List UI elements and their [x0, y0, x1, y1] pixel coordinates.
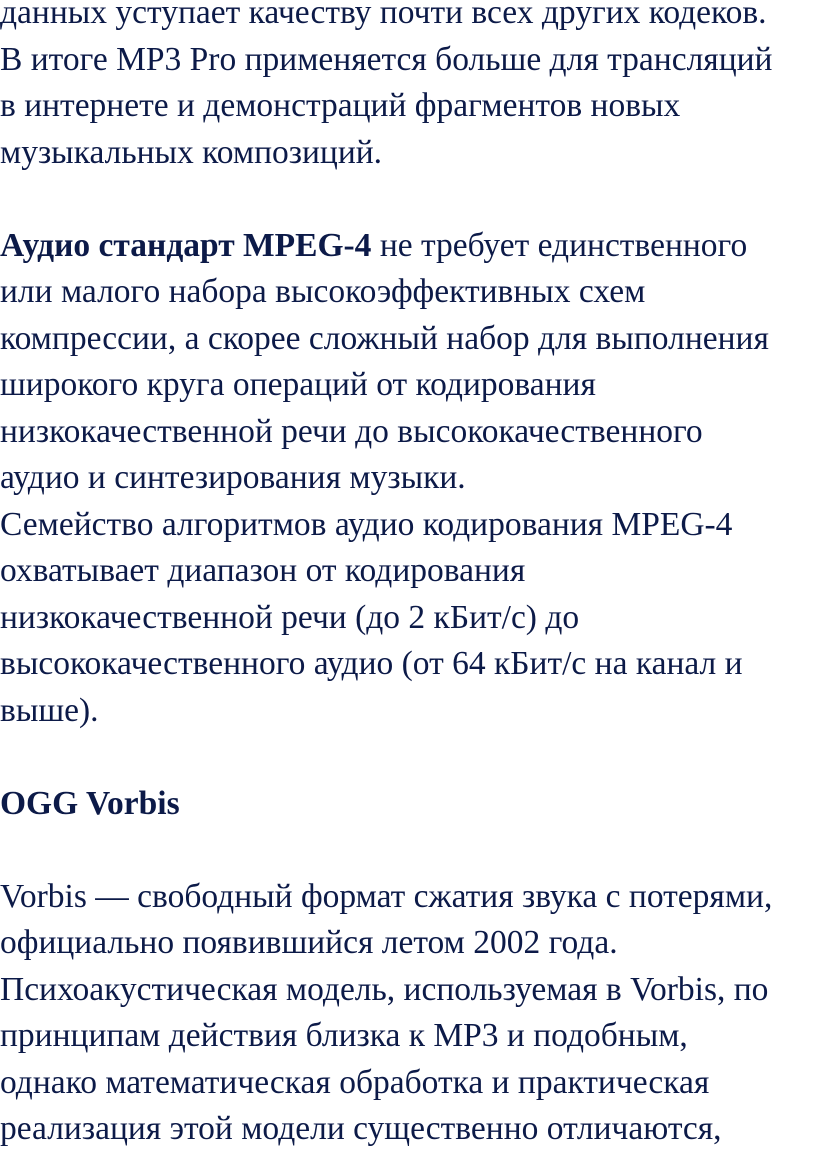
paragraph-gap — [0, 734, 816, 781]
text-line: в интернете и демонстраций фрагментов новых — [0, 87, 681, 124]
text-line: реализация этой модели существенно отличаются, — [0, 1110, 722, 1147]
text-line: выше). — [0, 691, 99, 729]
text-line — [0, 223, 816, 270]
text-line: низкокачественной речи (до 2 кБит/с) до — [0, 598, 580, 636]
text-line: Семейство алгоритмов аудио кодирования MPEG-4 — [0, 505, 733, 543]
text-line: широкого круга операций от кодирования — [0, 366, 596, 403]
text-line: высококачественного аудио (от 64 кБит/с на канал и — [0, 645, 743, 682]
text-line: Психоакустическая модель, используемая в Vorbis, по — [0, 970, 769, 1008]
ogg-heading-text: OGG Vorbis — [0, 784, 180, 822]
mpeg4-first-line-text: не требует единственного — [371, 226, 748, 264]
text-line: охватывает диапазон от кодирования — [0, 552, 526, 589]
mpeg4-heading: Аудио стандарт MPEG-4 — [0, 226, 372, 264]
text-line: компрессии, а скорее сложный набор для выполнения — [0, 319, 769, 357]
text-line: музыкальных композиций. — [0, 133, 383, 171]
text-line: В итоге MP3 Pro применяется больше для трансляций — [0, 40, 773, 78]
paragraph-gap — [0, 176, 816, 223]
text-line: данных уступает качеству почти всех других кодеков. — [0, 0, 767, 31]
ogg-vorbis-heading — [0, 781, 816, 828]
text-line: Vorbis — свободный формат сжатия звука с потерями, — [0, 877, 773, 915]
text-line: или малого набора высокоэффективных схем — [0, 273, 646, 310]
text-line: низкокачественной речи до высококачественного — [0, 412, 703, 450]
text-line: принципам действия близка к MP3 и подобным, — [0, 1017, 688, 1054]
ogg-paragraph — [0, 874, 816, 1153]
text-line: однако математическая обработка и практическая — [0, 1063, 710, 1101]
paragraph-gap — [0, 827, 816, 874]
intro-paragraph — [0, 0, 816, 176]
text-line: официально появившийся летом 2002 года. — [0, 924, 618, 961]
text-line: аудио и синтезирования музыки. — [0, 459, 466, 496]
mpeg4-paragraph — [0, 223, 816, 735]
